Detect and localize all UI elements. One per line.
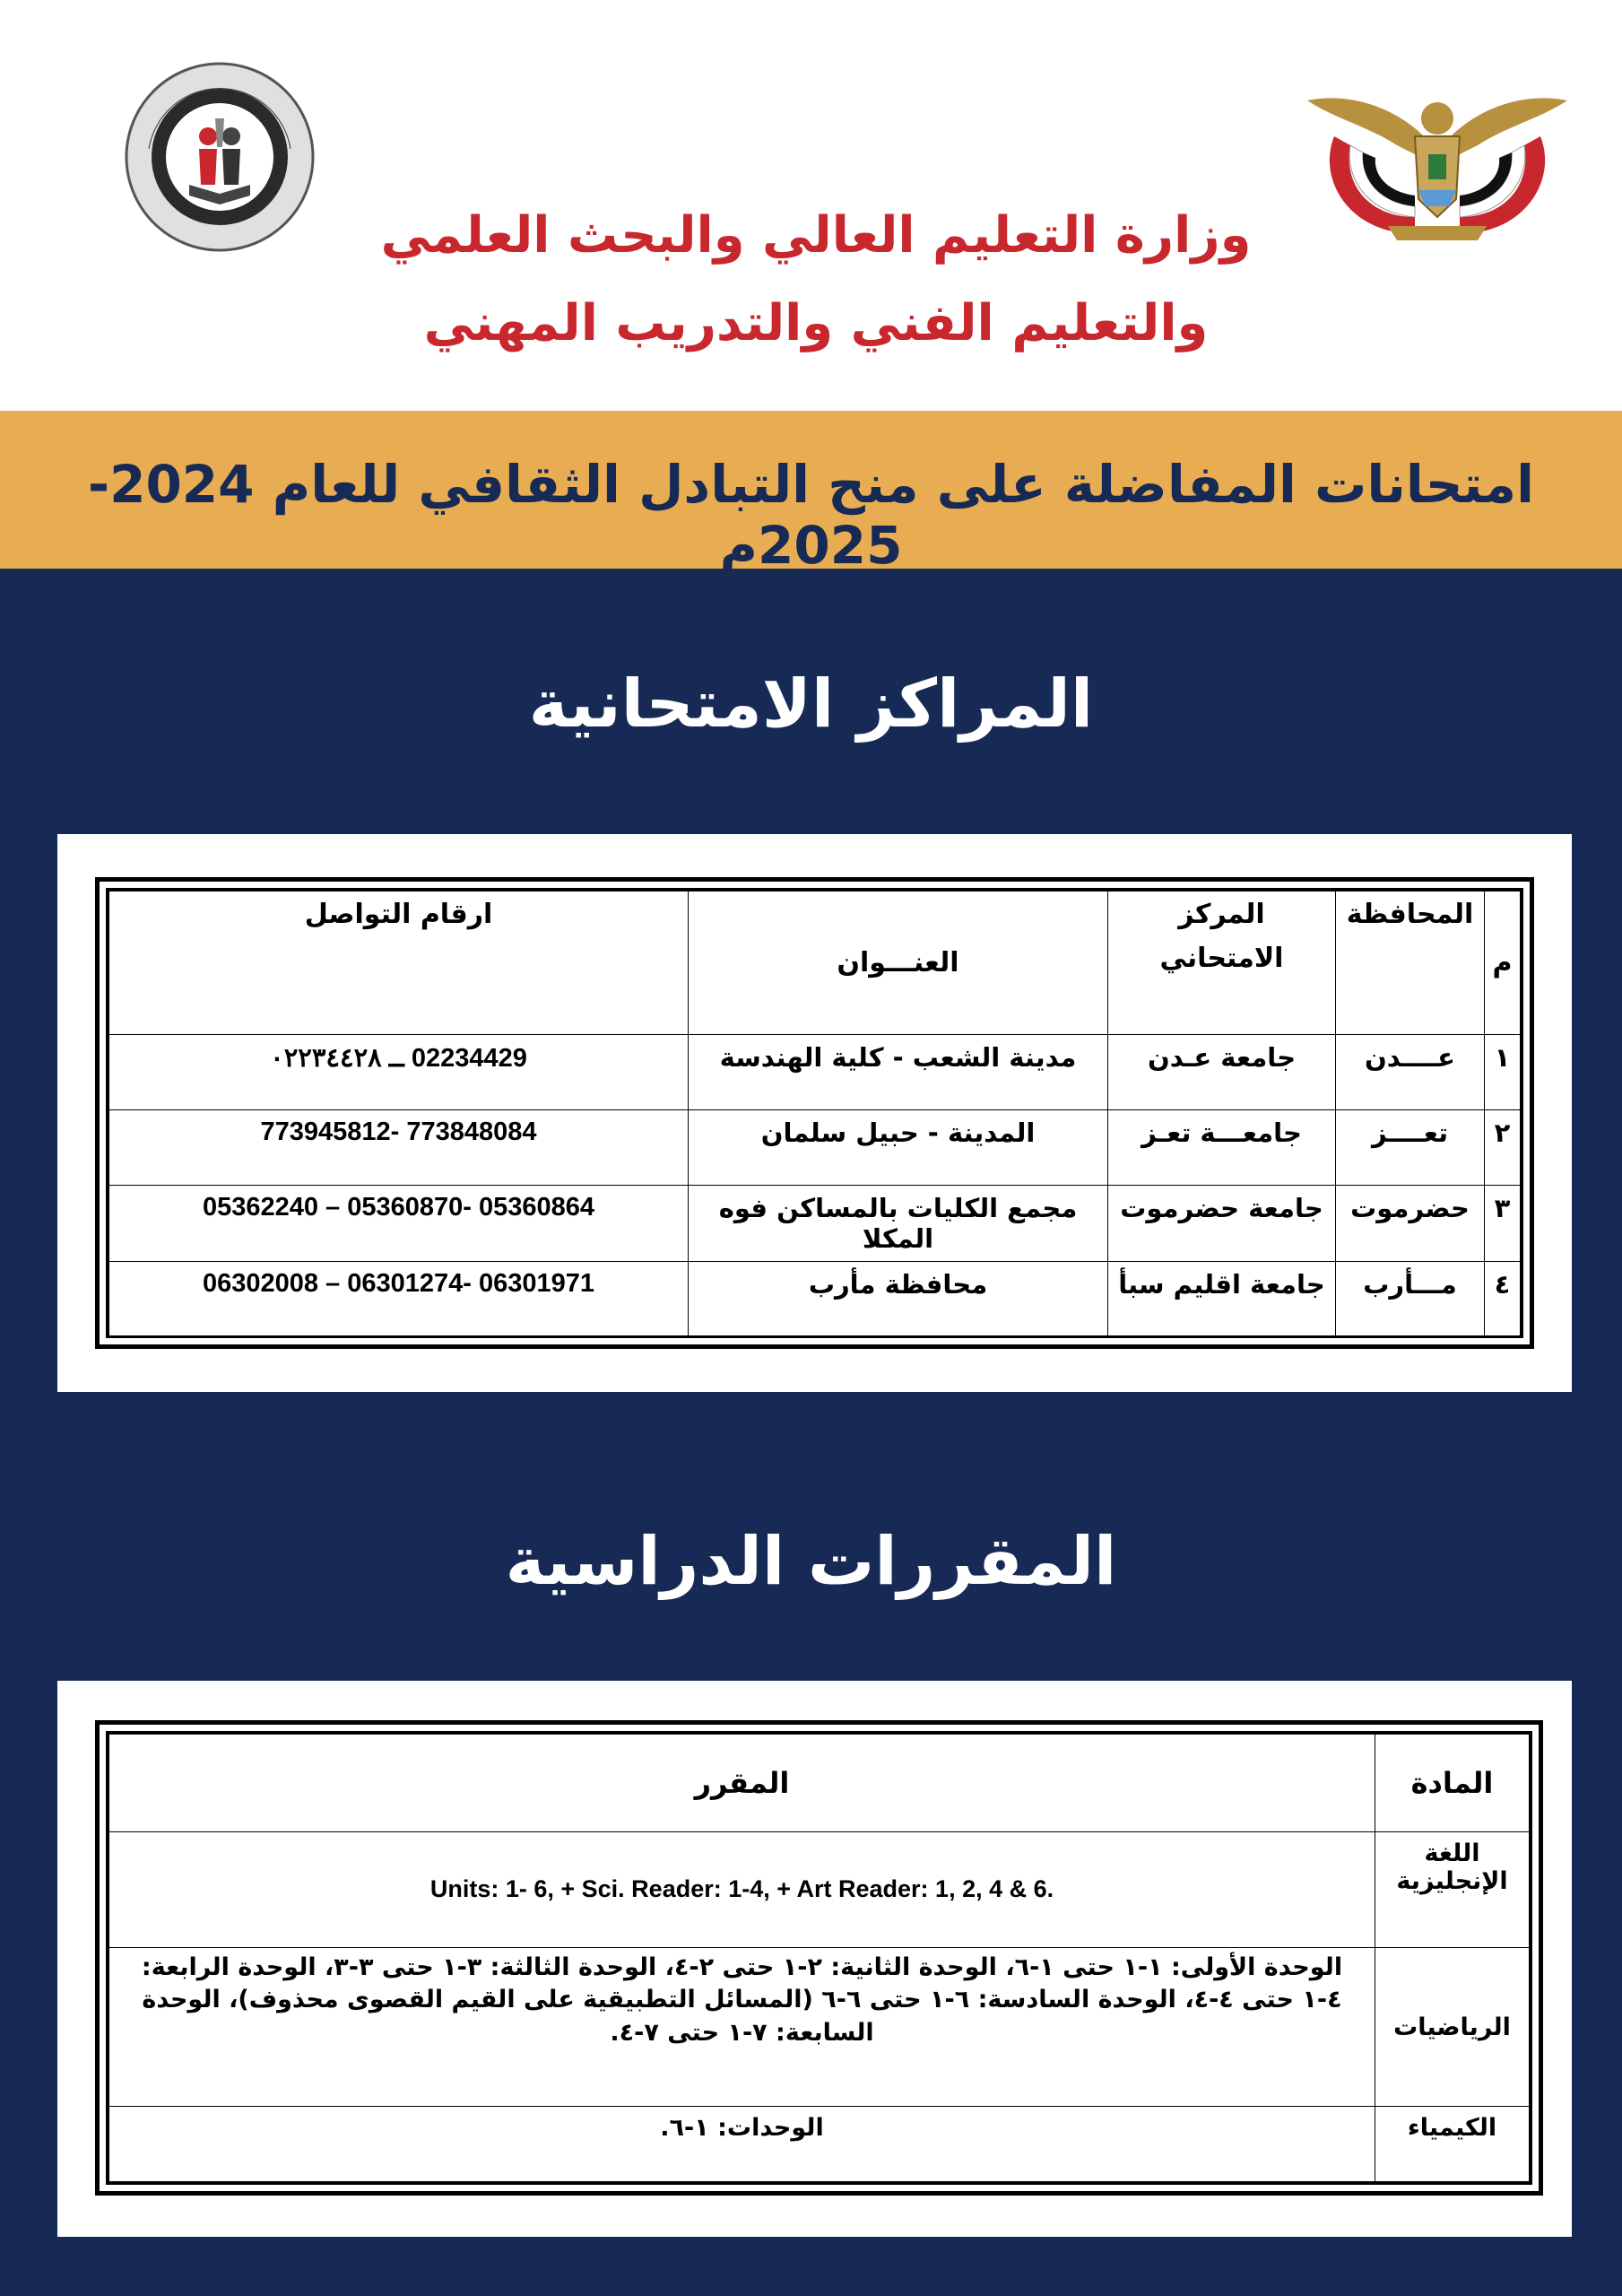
- table-row: [109, 1035, 1521, 1110]
- header-center: المركز الامتحاني: [1108, 891, 1336, 1035]
- header: [0, 0, 1622, 411]
- row-contacts: 02234429 ــ ٠٢٢٣٤٤٢٨: [109, 1035, 689, 1110]
- table-row: [109, 1186, 1521, 1262]
- syllabus-math: الوحدة الأولى: ١-١ حتى ١-٦، الوحدة الثانية: ٢-١ حتى ٢-٤، الوحدة الثالثة: ٣-١ حتى ٣-٣، الوحدة الرابعة: ٤-١ حتى ٤-٤، الوحدة السادسة: ٦-١ حتى ٦-٦ (المسائل التطبيقية على القيم القصوى محذوف)، الوحدة السابعة: ٧-١ حتى ٧-٤.: [109, 1948, 1375, 2107]
- courses-card: [57, 1681, 1572, 2237]
- syllabus-chemistry: الوحدات: ١-٦.: [109, 2107, 1375, 2182]
- header-subject: المادة: [1375, 1735, 1530, 1832]
- centers-table-frame: [95, 877, 1534, 1349]
- header-address: العنـــوان: [689, 891, 1108, 1035]
- subject-english: اللغة الإنجليزية: [1375, 1831, 1530, 1947]
- row-address: مجمع الكليات بالمساكن فوه المكلا: [689, 1186, 1108, 1262]
- row-address: محافظة مأرب: [689, 1262, 1108, 1337]
- title-banner: [0, 411, 1622, 576]
- row-center: جامعة اقليم سبأ: [1108, 1262, 1336, 1337]
- table-row: [109, 1831, 1530, 1947]
- subject-math: الرياضيات: [1375, 1948, 1530, 2107]
- courses-header-row: [109, 1735, 1530, 1832]
- header-no: م: [1485, 891, 1521, 1035]
- row-contacts: 05360864 -05360870 – 05362240: [109, 1186, 689, 1262]
- courses-table: [108, 1734, 1530, 2182]
- table-row: [109, 1110, 1521, 1186]
- header-syllabus: المقرر: [109, 1735, 1375, 1832]
- table-row: [109, 1262, 1521, 1337]
- header-governorate: المحافظة: [1336, 891, 1485, 1035]
- row-governorate: تعــــز: [1336, 1110, 1485, 1186]
- row-no: ٢: [1485, 1110, 1521, 1186]
- row-governorate: مـــأرب: [1336, 1262, 1485, 1337]
- table-row: [109, 2107, 1530, 2182]
- row-governorate: حضرموت: [1336, 1186, 1485, 1262]
- row-no: ٣: [1485, 1186, 1521, 1262]
- exam-title: امتحانات المفاضلة على منح التبادل الثقافي للعام 2024-2025م: [88, 454, 1534, 576]
- row-contacts: 773848084 -773945812: [109, 1110, 689, 1186]
- subject-chemistry: الكيمياء: [1375, 2107, 1530, 2182]
- row-address: المدينة - حبيل سلمان: [689, 1110, 1108, 1186]
- national-emblem-icon: [1298, 83, 1576, 253]
- centers-section-title: المراكز الامتحانية: [528, 665, 1094, 743]
- row-address: مدينة الشعب - كلية الهندسة: [689, 1035, 1108, 1110]
- centers-header-row: [109, 891, 1521, 1035]
- courses-table-frame: [95, 1720, 1543, 2196]
- table-row: [109, 1948, 1530, 2107]
- row-contacts: 06301971 -06301274 – 06302008: [109, 1262, 689, 1337]
- ministry-name-line2: والتعليم الفني والتدريب المهني: [423, 294, 1209, 352]
- row-governorate: عــــدن: [1336, 1035, 1485, 1110]
- ministry-logo: [122, 59, 317, 255]
- ministry-name-line1: وزارة التعليم العالي والبحث العلمي: [380, 206, 1252, 265]
- syllabus-english: Units: 1- 6, + Sci. Reader: 1-4, + Art Reader: 1, 2, 4 & 6.: [109, 1831, 1375, 1947]
- centers-card: [57, 834, 1572, 1392]
- row-center: جامعـــة تعـز: [1108, 1110, 1336, 1186]
- row-center: جامعة حضرموت: [1108, 1186, 1336, 1262]
- row-no: ١: [1485, 1035, 1521, 1110]
- header-contacts: ارقام التواصل: [109, 891, 689, 1035]
- row-no: ٤: [1485, 1262, 1521, 1337]
- centers-table: [108, 891, 1521, 1337]
- courses-section-title: المقررات الدراسية: [505, 1523, 1117, 1600]
- row-center: جامعة عـدن: [1108, 1035, 1336, 1110]
